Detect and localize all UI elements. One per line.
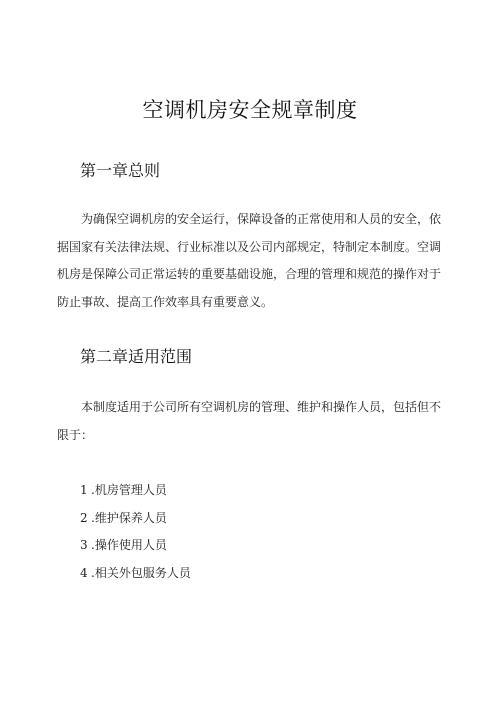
list-item [80, 505, 191, 533]
list-item-text: .操作使用人员 [91, 538, 167, 552]
list-item-number: 4 [80, 565, 88, 580]
list-item-number: 3 [80, 538, 88, 552]
personnel-list [80, 477, 191, 587]
chapter-2-paragraph: 本制度适用于公司所有空调机房的管理、维护和操作人员，包括但不限于： [57, 400, 442, 442]
document-title: 空调机房安全规章制度 [142, 98, 358, 122]
chapter-1-paragraph: 为确保空调机房的安全运行，保障设备的正常使用和人员的安全，依据国家有关法律法规、行业标准以及公司内部规定，特制定本制度。空调机房是保障公司正常运转的重要基础设施，合理的管理和规范的操作对于防止事故、提高工作效率具有重要意义。 [57, 212, 442, 309]
list-item [80, 560, 191, 588]
chapter-2-heading: 第二章适用范围 [80, 347, 193, 366]
list-item-text: .维护保养人员 [91, 510, 167, 525]
list-item-number: 2 [80, 510, 88, 525]
list-item-number: 1 [80, 483, 88, 497]
list-item [80, 477, 191, 505]
list-item-text: .相关外包服务人员 [91, 565, 191, 580]
list-item-text: .机房管理人员 [91, 483, 167, 497]
list-item [80, 532, 191, 560]
chapter-1-heading: 第一章总则 [80, 161, 161, 180]
